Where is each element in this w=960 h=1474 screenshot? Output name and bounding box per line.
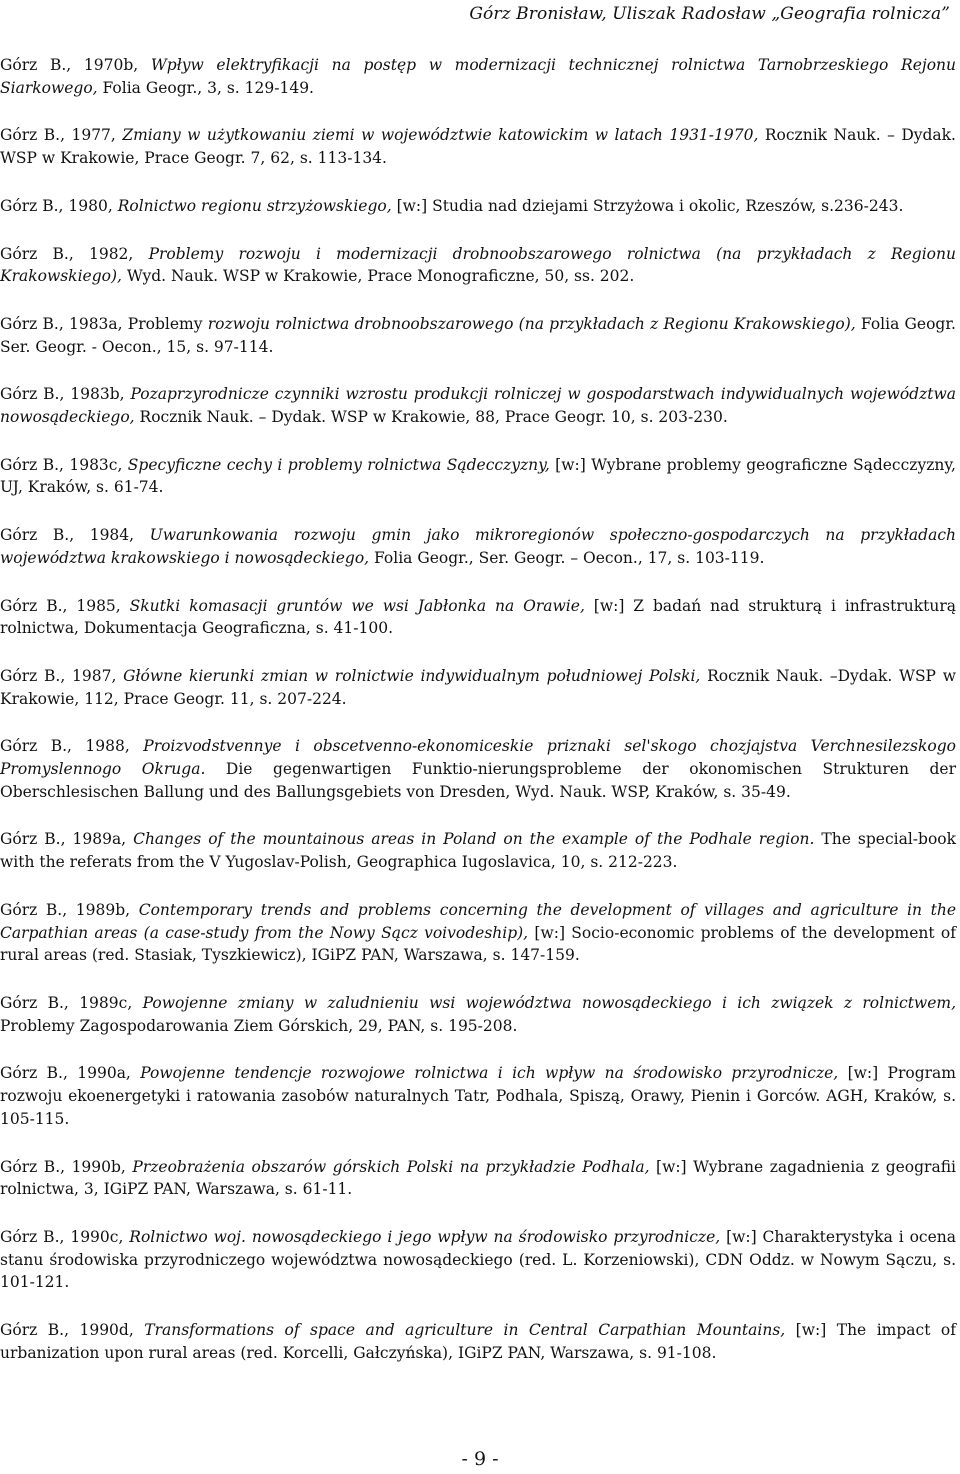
reference-title: Changes of the mountainous areas in Poland on the example of the Podhale region. <box>133 830 815 849</box>
reference-title: Specyficzne cechy i problemy rolnictwa Sądecczyzny, <box>127 455 550 474</box>
reference-details: [w:] Wybrane problemy geograficzne Sądecczyzny, UJ, Kraków, s. 61-74. <box>0 455 956 497</box>
reference-title: Główne kierunki zmian w rolnictwie indywidualnym południowej Polski, <box>123 666 701 685</box>
reference-title: Skutki komasacji gruntów we wsi Jabłonka na Orawie, <box>129 596 585 615</box>
reference-lead: Górz B., 1983a, Problemy <box>0 314 208 333</box>
reference-title: Zmiany w użytkowaniu ziemi w województwie katowickim w latach 1931-1970, <box>122 126 759 145</box>
reference-entry <box>0 828 956 873</box>
reference-lead: Górz B., 1984, <box>0 526 150 545</box>
reference-details: Wyd. Nauk. WSP w Krakowie, Prace Monograficzne, 50, ss. 202. <box>121 267 635 286</box>
reference-lead: Górz B., 1990b, <box>0 1157 133 1176</box>
reference-entry <box>0 124 956 169</box>
reference-entry <box>0 1319 956 1364</box>
reference-entry <box>0 735 956 803</box>
reference-lead: Górz B., 1982, <box>0 244 149 263</box>
reference-title: Powojenne tendencje rozwojowe rolnictwa i ich wpływ na środowisko przyrodnicze, <box>140 1064 839 1083</box>
reference-entry <box>0 1156 956 1201</box>
reference-lead: Górz B., 1985, <box>0 596 130 615</box>
reference-details: Die gegenwartigen Funktio-nierungsprobleme der okonomischen Strukturen der Oberschlesischen Ballung und des Ballungsgebiets von Dresden, Wyd. Nauk. WSP, Kraków, s. 35-49. <box>0 760 956 801</box>
reference-lead: Górz B., 1990c, <box>0 1227 130 1246</box>
reference-lead: Górz B., 1987, <box>0 666 124 685</box>
reference-lead: Górz B., 1990d, <box>0 1321 145 1340</box>
reference-entry <box>0 383 956 428</box>
reference-lead: Górz B., 1988, <box>0 737 144 756</box>
reference-entry <box>0 665 956 710</box>
reference-details: Rocznik Nauk. –Dydak. WSP w Krakowie, 112, Prace Geogr. 11, s. 207-224. <box>0 666 956 708</box>
reference-lead: Górz B., 1980, <box>0 196 118 215</box>
reference-details: Folia Geogr. Ser. Geogr. - Oecon., 15, s. 97-114. <box>0 314 956 356</box>
reference-title: Przeobrażenia obszarów górskich Polski na przykładzie Podhala, <box>132 1157 650 1176</box>
reference-title: Wpływ elektryfikacji na postęp w modernizacji technicznej rolnictwa Tarnobrzeskiego Rejonu Siarkowego, <box>0 56 956 97</box>
reference-details: The special-book with the referats from the V Yugoslav-Polish, Geographica Iugoslavica, 10, s. 212-223. <box>0 830 957 872</box>
reference-lead: Górz B., 1990a, <box>0 1064 141 1083</box>
reference-lead: Górz B., 1989b, <box>0 900 139 919</box>
reference-details: Problemy Zagospodarowania Ziem Górskich, 29, PAN, s. 195-208. <box>0 1016 518 1035</box>
reference-lead: Górz B., 1989c, <box>0 993 143 1012</box>
reference-title: rozwoju rolnictwa drobnoobszarowego (na przykładach z Regionu Krakowskiego), <box>207 314 856 333</box>
reference-entry <box>0 54 956 99</box>
reference-title: Rolnictwo regionu strzyżowskiego, <box>117 196 392 215</box>
reference-details: Folia Geogr., Ser. Geogr. – Oecon., 17, s. 103-119. <box>369 548 765 567</box>
reference-details: Folia Geogr., 3, s. 129-149. <box>97 78 314 97</box>
reference-title: Transformations of space and agriculture in Central Carpathian Mountains, <box>144 1321 786 1340</box>
reference-entry <box>0 313 956 358</box>
reference-lead: Górz B., 1983c, <box>0 455 128 474</box>
running-head: Górz Bronisław, Uliszak Radosław „Geografia rolnicza” <box>469 4 950 24</box>
reference-lead: Górz B., 1989a, <box>0 830 134 849</box>
reference-title: Pozaprzyrodnicze czynniki wzrostu produkcji rolniczej w gospodarstwach indywidualnych województwa nowosądeckiego, <box>0 385 956 427</box>
reference-entry <box>0 1226 956 1294</box>
reference-details: Rocznik Nauk. – Dydak. WSP w Krakowie, Prace Geogr. 7, 62, s. 113-134. <box>0 126 956 168</box>
reference-details: [w:] The impact of urbanization upon rural areas (red. Korcelli, Gałczyńska), IGiPZ PAN, Warszawa, s. 91-108. <box>0 1321 956 1362</box>
reference-entry <box>0 595 956 640</box>
reference-title: Uwarunkowania rozwoju gmin jako mikroregionów społeczno-gospodarczych na przykładach województwa krakowskiego i nowosądeckiego, <box>0 526 956 567</box>
reference-lead: Górz B., 1970b, <box>0 56 151 74</box>
reference-details: [w:] Program rozwoju ekoenergetyki i ratowania zasobów naturalnych Tatr, Podhala, Spiszą, Orawy, Pienin i Gorców. AGH, Kraków, s. 105-115. <box>0 1064 956 1128</box>
reference-details: [w:] Studia nad dziejami Strzyżowa i okolic, Rzeszów, s.236-243. <box>391 196 904 215</box>
reference-entry <box>0 243 956 288</box>
reference-lead: Górz B., 1977, <box>0 126 123 145</box>
reference-title: Powojenne zmiany w zaludnieniu wsi województwa nowosądeckiego i ich związek z rolnictwem, <box>142 993 956 1012</box>
reference-details: [w:] Socio-economic problems of the development of rural areas (red. Stasiak, Tyszkiewicz), IGiPZ PAN, Warszawa, s. 147-159. <box>0 923 956 965</box>
reference-entry <box>0 454 956 499</box>
reference-entry <box>0 195 956 218</box>
reference-title: Contemporary trends and problems concerning the development of villages and agriculture in the Carpathian areas (a case-study from the Nowy Sącz voivodeship), <box>0 900 956 942</box>
reference-list <box>0 54 956 1389</box>
page-number: - 9 - <box>461 1448 499 1470</box>
reference-details: [w:] Wybrane zagadnienia z geografii rolnictwa, 3, IGiPZ PAN, Warszawa, s. 61-11. <box>0 1157 956 1199</box>
reference-entry <box>0 1062 956 1130</box>
reference-details: [w:] Z badań nad strukturą i infrastrukturą rolnictwa, Dokumentacja Geograficzna, s. 41-100. <box>0 596 956 638</box>
reference-entry <box>0 524 956 569</box>
reference-title: Rolnictwo woj. nowosądeckiego i jego wpływ na środowisko przyrodnicze, <box>129 1227 721 1246</box>
reference-title: Problemy rozwoju i modernizacji drobnoobszarowego rolnictwa (na przykładach z Regionu Krakowskiego), <box>0 244 956 286</box>
reference-entry <box>0 992 956 1037</box>
reference-details: [w:] Charakterystyka i ocena stanu środowiska przyrodniczego województwa nowosądeckiego (red. L. Korzeniowski), CDN Oddz. w Nowym Sączu, s. 101-121. <box>0 1227 956 1292</box>
reference-details: Rocznik Nauk. – Dydak. WSP w Krakowie, 88, Prace Geogr. 10, s. 203-230. <box>134 408 728 427</box>
reference-lead: Górz B., 1983b, <box>0 385 131 404</box>
reference-title: Proizvodstvennye i obscetvenno-ekonomiceskie priznaki sel'skogo chozjajstva Verchnesilezskogo Promyslennogo Okruga. <box>0 737 956 779</box>
reference-entry <box>0 899 956 967</box>
